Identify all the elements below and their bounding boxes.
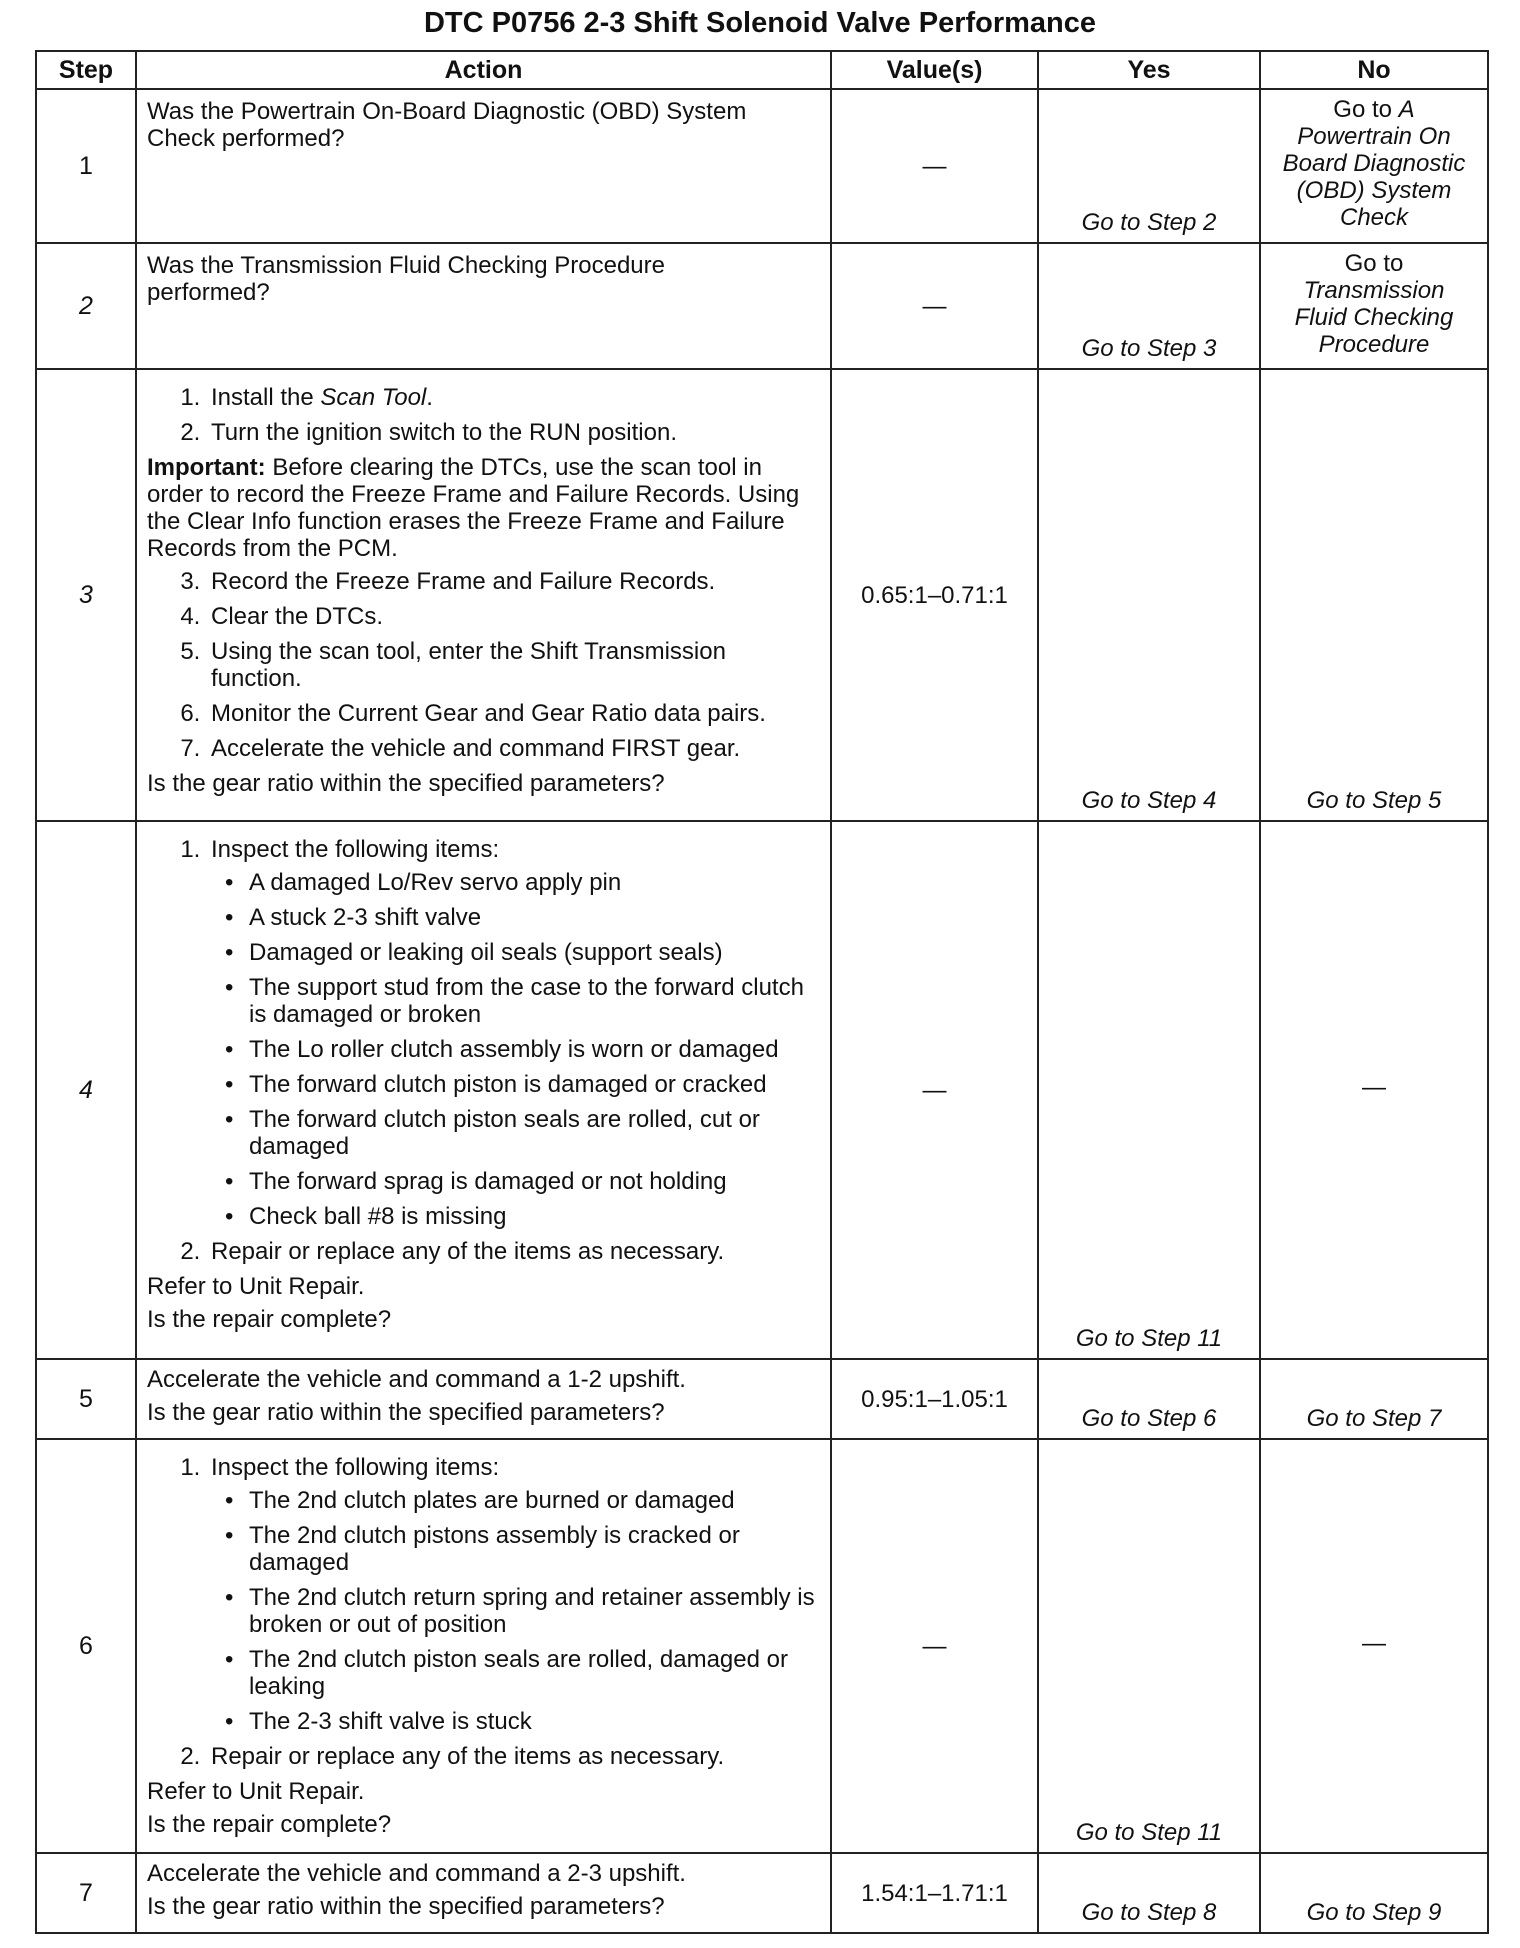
inspection-item: • The forward sprag is damaged or not holding bbox=[245, 1168, 820, 1195]
inspection-item: • The 2nd clutch return spring and retainer assembly is broken or out of position bbox=[245, 1584, 820, 1638]
procedure-list bbox=[147, 568, 820, 762]
inspection-item: • Damaged or leaking oil seals (support seals) bbox=[245, 939, 820, 966]
table-row-step-7 bbox=[36, 1853, 1488, 1933]
procedure-list bbox=[147, 384, 820, 446]
no-link[interactable] bbox=[1260, 89, 1488, 243]
value-cell: — bbox=[831, 1439, 1038, 1853]
procedure-step: 1. Inspect the following items: • The 2nd clutch plates are burned or damaged • The 2nd clutch pistons assembly is cracked or damaged • The 2nd clutch return spring and retainer assembly is broken or out of position • The 2nd clutch piston seals are rolled, damaged or leaking • The 2-3 shift valve is stuck bbox=[207, 1454, 820, 1735]
action-instruction: Accelerate the vehicle and command a 2-3 upshift. bbox=[147, 1860, 686, 1887]
action-cell bbox=[136, 1853, 831, 1933]
procedure-step: 6. Monitor the Current Gear and Gear Ratio data pairs. bbox=[207, 700, 820, 727]
header-action: Action bbox=[136, 51, 831, 89]
action-question: Was the Powertrain On-Board Diagnostic (OBD) System Check performed? bbox=[147, 98, 747, 152]
procedure-list bbox=[147, 836, 820, 1265]
inspection-item: • The 2nd clutch piston seals are rolled, damaged or leaking bbox=[245, 1646, 820, 1700]
procedure-list bbox=[147, 1454, 820, 1770]
no-link-prefix: Go to A bbox=[1333, 96, 1415, 123]
step-number: 5 bbox=[36, 1359, 136, 1439]
no-link-text: Transmission bbox=[1303, 277, 1445, 304]
table-row-step-4 bbox=[36, 821, 1488, 1359]
refer-note: Refer to Unit Repair. bbox=[147, 1273, 365, 1300]
procedure-step: 2. Repair or replace any of the items as necessary. bbox=[207, 1743, 820, 1770]
yes-link[interactable]: Go to Step 6 bbox=[1038, 1359, 1260, 1439]
yes-link[interactable]: Go to Step 11 bbox=[1038, 821, 1260, 1359]
table-row-step-3 bbox=[36, 369, 1488, 821]
no-link[interactable]: Go to Step 5 bbox=[1260, 369, 1488, 821]
no-link-text: Procedure bbox=[1318, 331, 1430, 358]
procedure-step: 2. Turn the ignition switch to the RUN position. bbox=[207, 419, 820, 446]
no-link-text: (OBD) System bbox=[1296, 177, 1452, 204]
action-cell bbox=[136, 369, 831, 821]
diagnostic-table bbox=[35, 50, 1489, 1934]
value-cell: — bbox=[831, 821, 1038, 1359]
action-question: Was the Transmission Fluid Checking Procedure performed? bbox=[147, 252, 665, 306]
procedure-step: 1. Install the Scan Tool. bbox=[207, 384, 820, 411]
no-link-text: Fluid Checking bbox=[1294, 304, 1454, 331]
no-link-prefix: Go to bbox=[1344, 250, 1404, 277]
important-text: Before clearing the DTCs, use the scan tool in order to record the Freeze Frame and Failure Records. Using the Clear Info function erases the Freeze Frame and Failure Records from the PCM. bbox=[147, 454, 800, 562]
important-label: Important: bbox=[147, 454, 266, 481]
value-cell: — bbox=[831, 243, 1038, 369]
action-instruction: Accelerate the vehicle and command a 1-2 upshift. bbox=[147, 1366, 686, 1393]
yes-link[interactable]: Go to Step 3 bbox=[1038, 243, 1260, 369]
no-link-text: Board Diagnostic bbox=[1282, 150, 1466, 177]
inspection-item: • The 2nd clutch pistons assembly is cracked or damaged bbox=[245, 1522, 820, 1576]
inspection-item: • The 2-3 shift valve is stuck bbox=[245, 1708, 820, 1735]
value-cell: 1.54:1–1.71:1 bbox=[831, 1853, 1038, 1933]
action-cell bbox=[136, 821, 831, 1359]
inspection-item: • A stuck 2-3 shift valve bbox=[245, 904, 820, 931]
procedure-step: 2. Repair or replace any of the items as necessary. bbox=[207, 1238, 820, 1265]
procedure-step: 3. Record the Freeze Frame and Failure Records. bbox=[207, 568, 820, 595]
no-link-text: Powertrain On bbox=[1297, 123, 1451, 150]
inspection-item: • Check ball #8 is missing bbox=[245, 1203, 820, 1230]
action-cell bbox=[136, 89, 831, 243]
header-step: Step bbox=[36, 51, 136, 89]
no-link-text: Check bbox=[1339, 204, 1409, 231]
action-cell bbox=[136, 1359, 831, 1439]
table-row-step-5 bbox=[36, 1359, 1488, 1439]
header-values: Value(s) bbox=[831, 51, 1038, 89]
action-question: Is the repair complete? bbox=[147, 1811, 392, 1838]
page-title: DTC P0756 2-3 Shift Solenoid Valve Performance bbox=[423, 7, 1097, 39]
header-yes: Yes bbox=[1038, 51, 1260, 89]
procedure-step: 1. Inspect the following items: • A damaged Lo/Rev servo apply pin • A stuck 2-3 shift valve • Damaged or leaking oil seals (support seals) • The support stud from the case to the forward clutch is damaged or broken • The Lo roller clutch assembly is worn or damaged • The forward clutch piston is damaged or cracked • The forward clutch piston seals are rolled, cut or damaged • The forward sprag is damaged or not holding • Check ball #8 is missing bbox=[207, 836, 820, 1230]
value-cell: — bbox=[831, 89, 1038, 243]
no-link[interactable]: Go to Step 7 bbox=[1260, 1359, 1488, 1439]
yes-link[interactable]: Go to Step 11 bbox=[1038, 1439, 1260, 1853]
step-number: 4 bbox=[36, 821, 136, 1359]
inspection-item: • A damaged Lo/Rev servo apply pin bbox=[245, 869, 820, 896]
step-number: 3 bbox=[36, 369, 136, 821]
inspection-item: • The Lo roller clutch assembly is worn or damaged bbox=[245, 1036, 820, 1063]
action-question: Is the gear ratio within the specified parameters? bbox=[147, 1893, 665, 1920]
yes-link[interactable]: Go to Step 2 bbox=[1038, 89, 1260, 243]
action-question: Is the repair complete? bbox=[147, 1306, 392, 1333]
action-question: Is the gear ratio within the specified parameters? bbox=[147, 770, 665, 797]
value-cell: 0.95:1–1.05:1 bbox=[831, 1359, 1038, 1439]
table-header-row bbox=[36, 51, 1488, 89]
no-link[interactable] bbox=[1260, 243, 1488, 369]
inspection-item: • The forward clutch piston is damaged or cracked bbox=[245, 1071, 820, 1098]
header-no: No bbox=[1260, 51, 1488, 89]
no-link[interactable]: Go to Step 9 bbox=[1260, 1853, 1488, 1933]
action-question: Is the gear ratio within the specified parameters? bbox=[147, 1399, 665, 1426]
inspection-items bbox=[211, 869, 820, 1230]
procedure-step: 4. Clear the DTCs. bbox=[207, 603, 820, 630]
value-cell: 0.65:1–0.71:1 bbox=[831, 369, 1038, 821]
yes-link[interactable]: Go to Step 8 bbox=[1038, 1853, 1260, 1933]
no-link: — bbox=[1260, 821, 1488, 1359]
yes-link[interactable]: Go to Step 4 bbox=[1038, 369, 1260, 821]
inspection-items bbox=[211, 1487, 820, 1735]
step-number: 6 bbox=[36, 1439, 136, 1853]
procedure-step: 7. Accelerate the vehicle and command FIRST gear. bbox=[207, 735, 820, 762]
inspection-item: • The support stud from the case to the forward clutch is damaged or broken bbox=[245, 974, 820, 1028]
important-note bbox=[147, 454, 820, 562]
step-number: 7 bbox=[36, 1853, 136, 1933]
table-row-step-2 bbox=[36, 243, 1488, 369]
refer-note: Refer to Unit Repair. bbox=[147, 1778, 365, 1805]
inspection-item: • The 2nd clutch plates are burned or damaged bbox=[245, 1487, 820, 1514]
step-number: 1 bbox=[36, 89, 136, 243]
no-link: — bbox=[1260, 1439, 1488, 1853]
table-row-step-1 bbox=[36, 89, 1488, 243]
procedure-step: 5. Using the scan tool, enter the Shift Transmission function. bbox=[207, 638, 820, 692]
inspection-item: • The forward clutch piston seals are rolled, cut or damaged bbox=[245, 1106, 820, 1160]
step-number: 2 bbox=[36, 243, 136, 369]
table-row-step-6 bbox=[36, 1439, 1488, 1853]
action-cell bbox=[136, 1439, 831, 1853]
action-cell bbox=[136, 243, 831, 369]
